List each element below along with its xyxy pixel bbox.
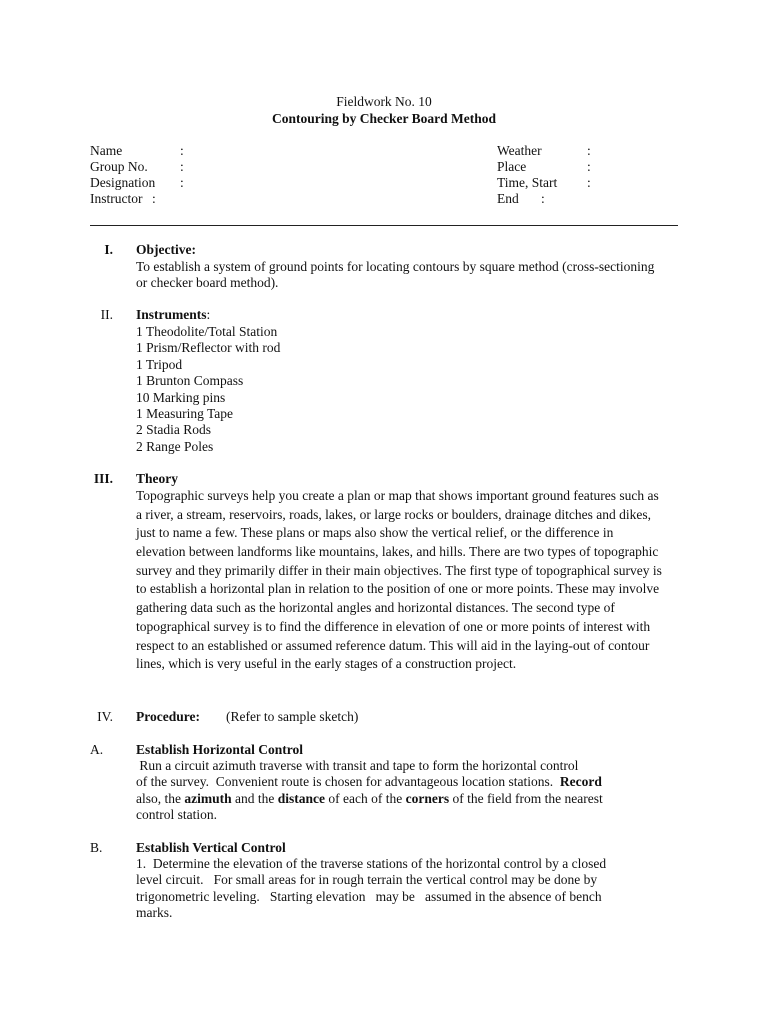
- time-start-colon: :: [587, 175, 591, 190]
- instructor-label: Instructor: [90, 191, 143, 206]
- objective-text: [136, 259, 654, 292]
- theory-line: survey and they primarily differ in their main objectives. The first type of topographical survey is: [136, 562, 662, 578]
- list-item: 1 Theodolite/Total Station: [136, 324, 278, 339]
- theory-text: [136, 487, 662, 674]
- end-colon: :: [541, 191, 545, 206]
- theory-number: III.: [93, 471, 113, 486]
- section-b-line: 1. Determine the elevation of the traverse stations of the horizontal control by a closed: [136, 856, 607, 871]
- text-run: also, the: [136, 790, 185, 806]
- theory-line: a river, a stream, reservoirs, roads, lakes, or large rocks or boulders, drainage ditches and dikes,: [136, 506, 652, 522]
- place-label: Place: [497, 159, 527, 174]
- section-b-heading: Establish Vertical Control: [136, 840, 286, 855]
- theory-line: just to name a few. These plans or maps also show the vertical relief, or the difference in: [136, 525, 614, 541]
- theory-line: topographical survey is to find the difference in elevation of one or more points of interest with: [136, 618, 651, 634]
- theory-line: to establish a horizontal plan in relation to the position of one or more points. These may involve: [136, 581, 660, 597]
- section-b-line: marks.: [136, 905, 173, 921]
- text-run: and the: [231, 790, 278, 806]
- fieldwork-number: Fieldwork No. 10: [336, 94, 432, 109]
- objective-line: or checker board method).: [136, 275, 279, 291]
- end-label: End: [497, 191, 519, 206]
- header-divider: [90, 225, 678, 226]
- text-run-bold: azimuth: [184, 790, 232, 806]
- section-b-letter: B.: [90, 840, 103, 855]
- list-item: 1 Brunton Compass: [136, 373, 244, 389]
- list-item: 1 Prism/Reflector with rod: [136, 340, 281, 356]
- designation-label: Designation: [90, 175, 156, 190]
- name-label: Name: [90, 143, 123, 158]
- group-colon: :: [180, 159, 184, 174]
- document-title: Contouring by Checker Board Method: [271, 111, 496, 126]
- instruments-heading: Instruments: [136, 307, 207, 322]
- section-b-line: trigonometric leveling. Starting elevation may be assumed in the absence of bench: [136, 888, 602, 904]
- section-a-text: [136, 758, 603, 824]
- text-run: of the field from the nearest: [449, 790, 603, 806]
- text-run-bold: distance: [277, 790, 325, 806]
- theory-line: elevation between landforms like mountains, lakes, and hills. There are two types of topographic: [136, 544, 659, 560]
- list-item: 2 Range Poles: [136, 438, 214, 454]
- theory-line: respect to an established or assumed reference datum. This will aid in the laying-out of contour: [136, 637, 650, 653]
- section-a-line: [136, 774, 603, 790]
- theory-line: Topographic surveys help you create a plan or map that shows important ground features such as: [136, 488, 659, 503]
- section-a-line: Run a circuit azimuth traverse with transit and tape to form the horizontal control: [136, 758, 579, 773]
- weather-colon: :: [587, 143, 591, 158]
- place-colon: :: [587, 159, 591, 174]
- objective-heading: Objective:: [136, 242, 196, 257]
- list-item: 2 Stadia Rods: [136, 422, 212, 438]
- text-run: of the survey. Convenient route is chosen for advantageous location stations.: [136, 774, 560, 790]
- theory-heading: Theory: [136, 471, 178, 486]
- section-b-text: [136, 856, 606, 922]
- objective-line: To establish a system of ground points for locating contours by square method (cross-sectioning: [136, 259, 655, 274]
- instruments-heading-line: [136, 307, 210, 323]
- theory-line: lines, which is very useful in the early stages of a construction project.: [136, 656, 517, 672]
- weather-label: Weather: [497, 143, 542, 158]
- list-item: 1 Tripod: [136, 356, 183, 372]
- text-run: of each of the: [325, 790, 406, 806]
- theory-line: gathering data such as the horizontal angles and horizontal distances. The second type of: [136, 600, 615, 616]
- section-a-line: control station.: [136, 807, 217, 823]
- instructor-colon: :: [152, 191, 156, 206]
- designation-colon: :: [180, 175, 184, 190]
- section-a-line: [136, 791, 603, 807]
- text-run-bold: Record: [559, 774, 602, 790]
- objective-number: I.: [104, 242, 113, 257]
- section-b-line: level circuit. For small areas for in rough terrain the vertical control may be done by: [136, 872, 598, 888]
- list-item: 1 Measuring Tape: [136, 405, 234, 421]
- list-item: 10 Marking pins: [136, 389, 226, 405]
- instruments-list: [136, 324, 280, 455]
- instruments-number: II.: [100, 307, 113, 322]
- procedure-number: IV.: [97, 709, 113, 724]
- section-a-letter: A.: [90, 742, 104, 757]
- text-run-bold: corners: [405, 790, 450, 806]
- instruments-colon: :: [206, 307, 211, 322]
- name-colon: :: [180, 143, 184, 158]
- procedure-note: (Refer to sample sketch): [226, 709, 359, 724]
- time-start-label: Time, Start: [497, 175, 558, 190]
- procedure-heading: Procedure:: [136, 709, 200, 724]
- group-label: Group No.: [90, 159, 148, 174]
- section-a-heading: Establish Horizontal Control: [136, 742, 304, 757]
